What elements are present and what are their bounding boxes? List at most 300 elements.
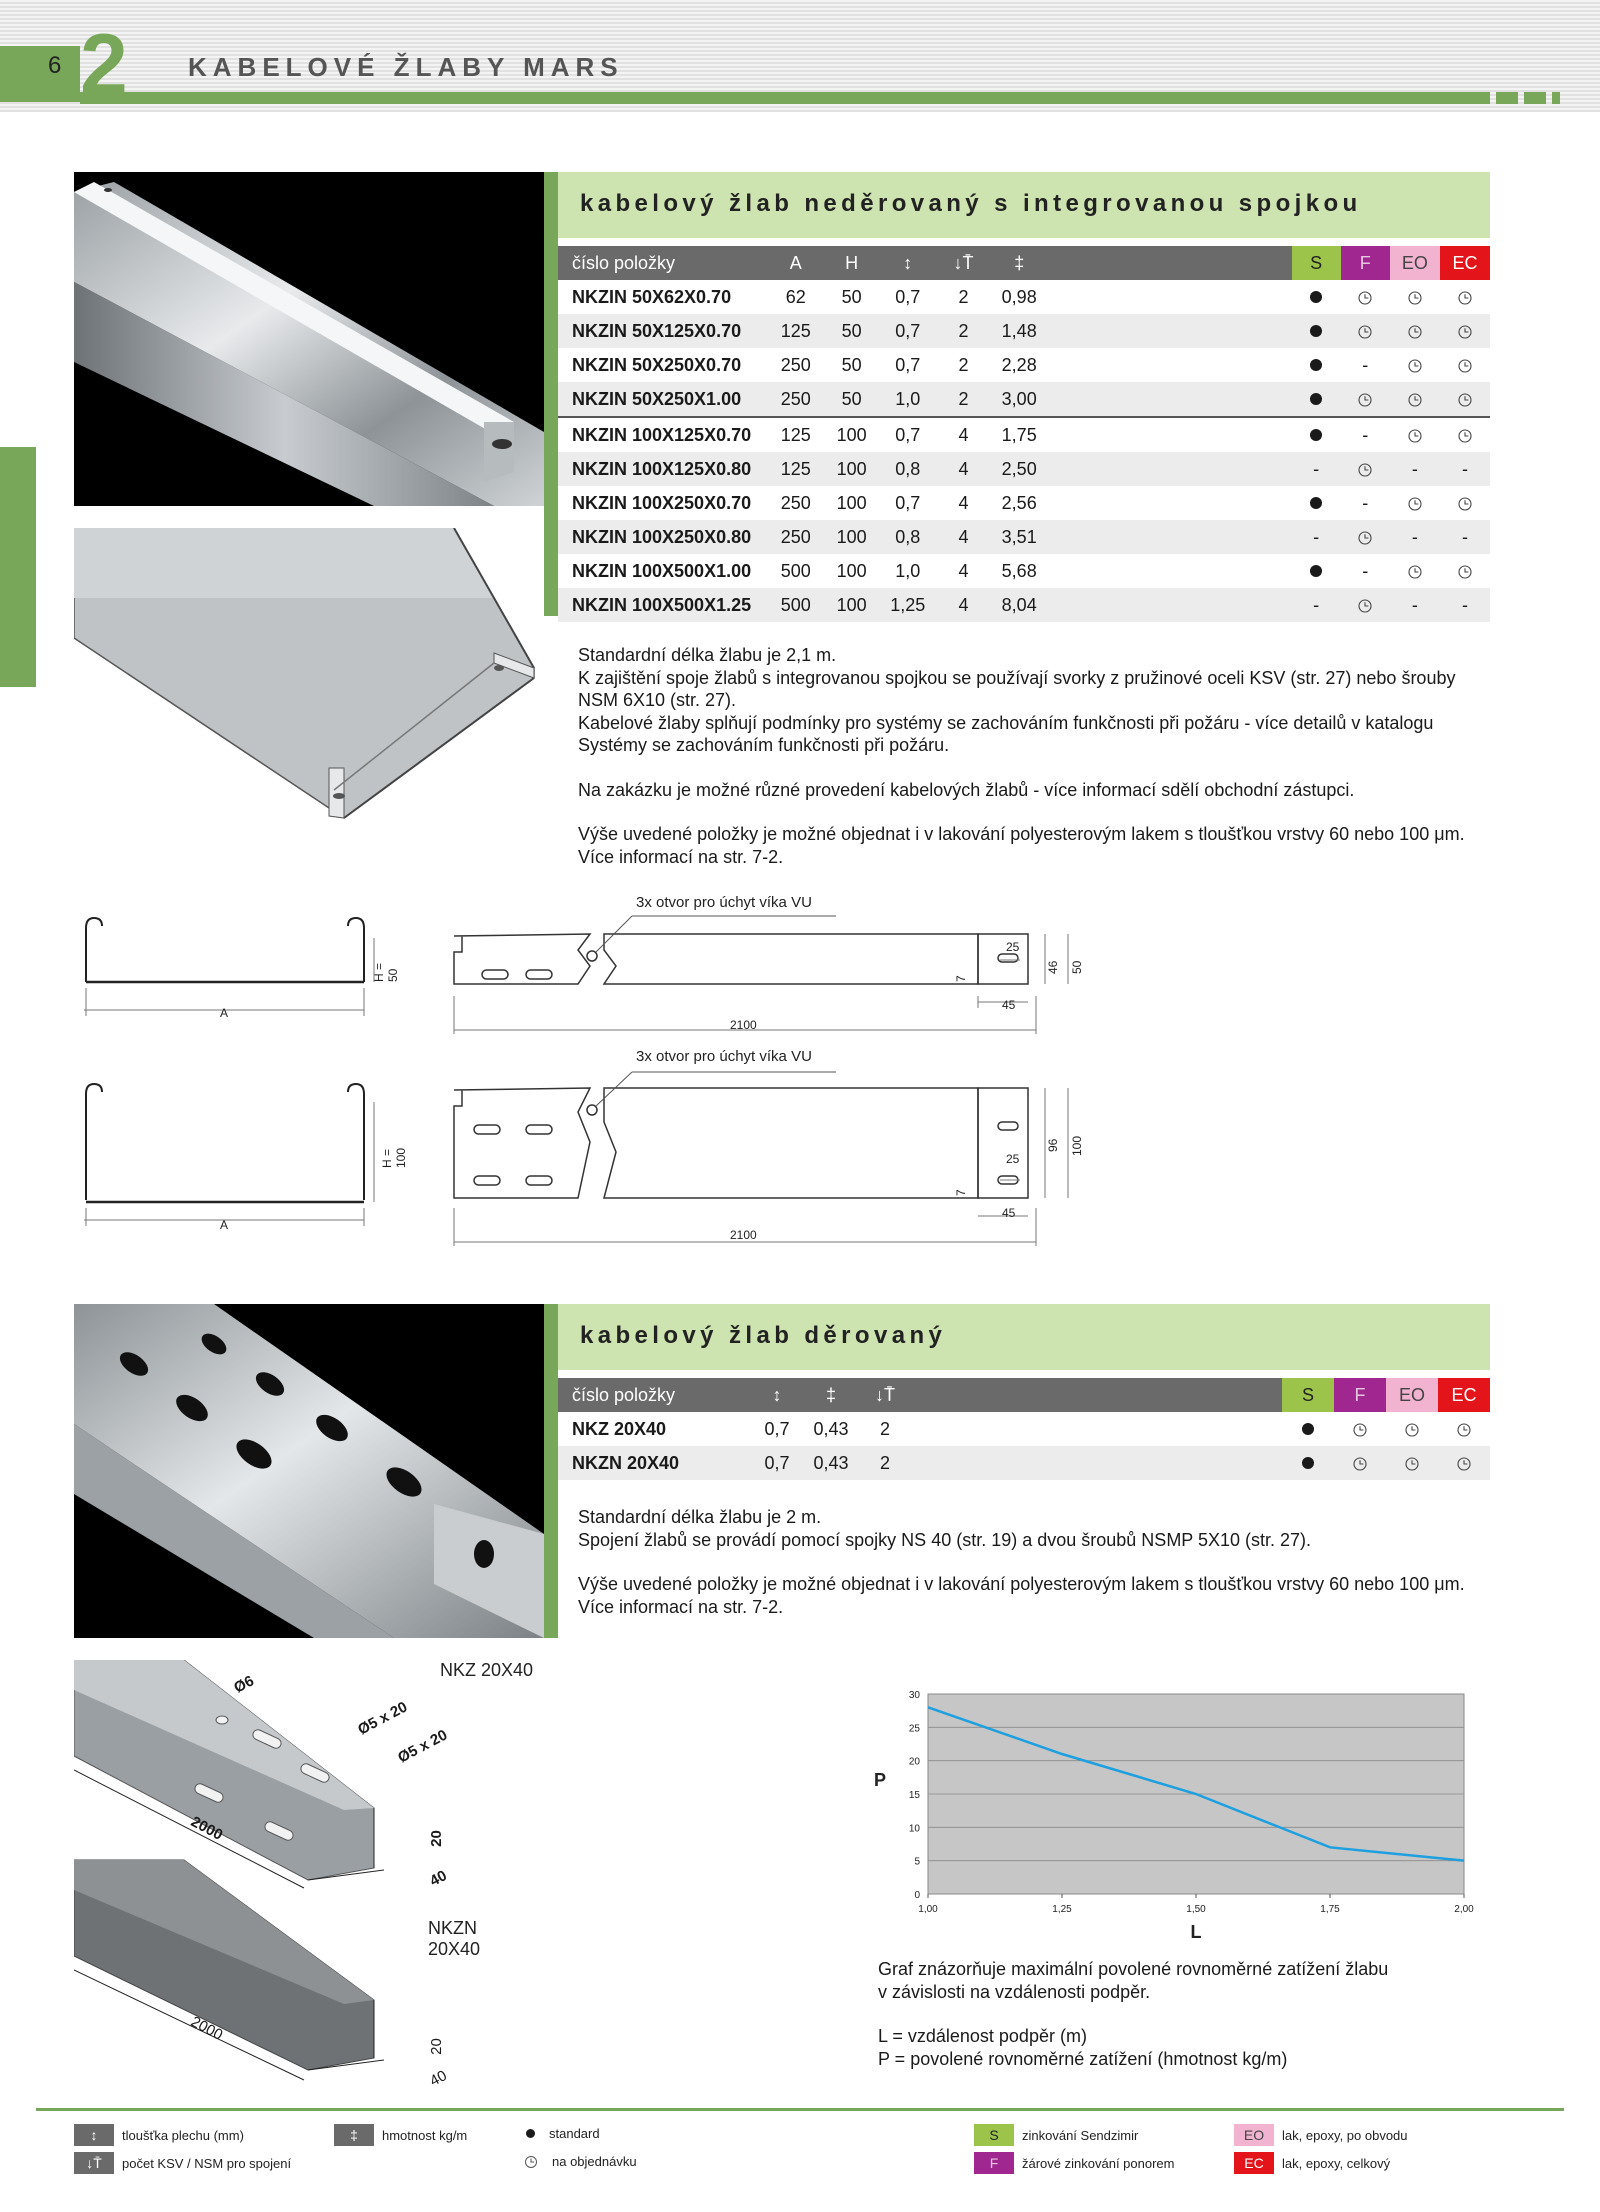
table-cell: 100 [824, 486, 880, 520]
table-cell: 0,7 [880, 486, 936, 520]
table-cell: 1,48 [991, 314, 1047, 348]
y-tick-label: 20 [908, 1756, 920, 1768]
table-cell: 2 [936, 382, 991, 417]
status-f [1341, 314, 1390, 348]
status-ec [1440, 280, 1490, 314]
table-cell: 50 [824, 314, 880, 348]
table-cell: NKZ 20X40 [558, 1412, 750, 1446]
footer-rule [36, 2108, 1564, 2111]
col-header-eo: EO [1386, 1378, 1438, 1412]
table-cell [1047, 588, 1291, 622]
legend-label: standard [549, 2126, 600, 2141]
dim-d6: Ø6 [231, 1672, 257, 1697]
count-icon: ↓T̄ [74, 2152, 114, 2174]
standard-dot-icon [526, 2129, 535, 2138]
status-f [1341, 452, 1390, 486]
badge-f: F [974, 2152, 1014, 2174]
thickness-icon: ↕ [74, 2124, 114, 2146]
col-header-ec: EC [1440, 246, 1490, 280]
chart-caption-paragraph: Graf znázorňuje maximální povolené rovnoměrné zatížení žlabu v závislosti na vzdálenosti podpěr. [878, 1959, 1389, 2002]
section-header [558, 172, 1490, 238]
table-cell: 2,28 [991, 348, 1047, 382]
table-cell: 250 [768, 382, 824, 417]
table-cell: NKZIN 100X250X0.70 [558, 486, 768, 520]
status-ec: - [1440, 452, 1490, 486]
dim-d5x20: Ø5 x 20 [355, 1698, 411, 1739]
table-cell: 50 [824, 280, 880, 314]
clock-icon [524, 2155, 538, 2169]
clock-icon [1353, 1423, 1367, 1437]
status-eo [1390, 486, 1440, 520]
dim-length: 2100 [730, 1228, 757, 1242]
description-paragraph: Výše uvedené položky je možné objednat i v lakování polyesterovým lakem s tloušťkou vrstvy 60 nebo 100 μm. Více informací na str. 7-2. [578, 1574, 1465, 1617]
table-cell: NKZIN 50X125X0.70 [558, 314, 768, 348]
table-row [558, 348, 1490, 382]
dim-7: 7 [954, 975, 968, 982]
table-cell: NKZIN 50X250X0.70 [558, 348, 768, 382]
table-cell: 125 [768, 417, 824, 452]
clock-icon [1408, 429, 1422, 443]
x-axis-label: L [1190, 1922, 1202, 1942]
table-cell [1047, 314, 1291, 348]
section-accent-bar [544, 1304, 558, 1638]
table-cell: NKZIN 100X125X0.70 [558, 417, 768, 452]
clock-icon [1408, 325, 1422, 339]
clock-icon [1408, 393, 1422, 407]
figure-label-nkz: NKZ 20X40 [440, 1660, 534, 1680]
clock-icon [1457, 1423, 1471, 1437]
table-cell: 0,7 [880, 348, 936, 382]
chapter-number: 2 [80, 17, 128, 113]
table-cell: 3,00 [991, 382, 1047, 417]
table-cell: 0,98 [991, 280, 1047, 314]
thickness-icon: ↕ [750, 1378, 804, 1412]
clock-icon [1353, 1457, 1367, 1471]
table-cell [1047, 417, 1291, 452]
header-rule [80, 92, 1490, 104]
table-cell: 0,8 [880, 452, 936, 486]
legend-label: lak, epoxy, celkový [1282, 2155, 1391, 2171]
col-header-s: S [1282, 1378, 1334, 1412]
clock-icon [1408, 359, 1422, 373]
standard-dot-icon [1310, 291, 1322, 303]
table-cell: 4 [936, 452, 991, 486]
dim-height: 20 [427, 2038, 445, 2055]
header-rule-segment [1524, 92, 1546, 104]
legend-s [974, 2124, 1138, 2146]
status-ec: - [1440, 520, 1490, 554]
table-cell: NKZIN 100X500X1.00 [558, 554, 768, 588]
status-eo [1386, 1446, 1438, 1480]
legend-standard [526, 2126, 600, 2141]
status-eo [1390, 314, 1440, 348]
badge-ec: EC [1234, 2152, 1274, 2174]
status-f: - [1341, 417, 1390, 452]
page-number: 6 [48, 52, 62, 79]
col-header-code: číslo položky [558, 1378, 750, 1412]
status-f: - [1341, 554, 1390, 588]
legend-label: hmotnost kg/m [382, 2127, 468, 2143]
table-cell: 2 [858, 1446, 912, 1480]
status-eo [1390, 280, 1440, 314]
table-cell: 0,7 [880, 314, 936, 348]
profile-drawing-100 [74, 1070, 408, 1240]
badge-eo: EO [1234, 2124, 1274, 2146]
header-rule-segment [1496, 92, 1518, 104]
status-s [1292, 280, 1341, 314]
section-title: kabelový žlab děrovaný [580, 1322, 947, 1349]
legend-label: počet KSV / NSM pro spojení [122, 2155, 292, 2171]
legend-label: lak, epoxy, po obvodu [1282, 2127, 1408, 2143]
section-description [578, 644, 1498, 890]
y-tick-label: 5 [914, 1856, 920, 1868]
table-row [558, 554, 1490, 588]
table-row [558, 1446, 1490, 1480]
status-f [1334, 1412, 1386, 1446]
y-tick-label: 0 [914, 1890, 920, 1901]
status-ec [1440, 486, 1490, 520]
status-f: - [1341, 348, 1390, 382]
table-cell: 2 [858, 1412, 912, 1446]
y-axis-label: P [873, 1770, 887, 1790]
table-cell [912, 1446, 1282, 1480]
chart-caption [878, 1958, 1498, 2092]
table-cell: NKZIN 50X62X0.70 [558, 280, 768, 314]
col-header-f: F [1341, 246, 1390, 280]
table-cell [1047, 280, 1291, 314]
table-cell: 0,43 [804, 1446, 858, 1480]
table-cell: 1,75 [991, 417, 1047, 452]
dim-width: 40 [426, 1867, 450, 1890]
standard-dot-icon [1302, 1457, 1314, 1469]
table-cell: 100 [824, 554, 880, 588]
table-cell [1047, 452, 1291, 486]
status-s [1282, 1446, 1334, 1480]
product-photo-tray [74, 172, 544, 506]
table-cell: 5,68 [991, 554, 1047, 588]
table-cell: NKZN 20X40 [558, 1446, 750, 1480]
table-cell: 125 [768, 452, 824, 486]
load-chart [860, 1670, 1480, 1950]
hole-note: 3x otvor pro úchyt víka VU [636, 894, 812, 911]
chart-caption-paragraph: L = vzdálenost podpěr (m) P = povolené rovnoměrné zatížení (hmotnost kg/m) [878, 2026, 1288, 2069]
status-s [1292, 314, 1341, 348]
status-eo [1390, 417, 1440, 452]
table-cell: 100 [824, 452, 880, 486]
status-ec [1438, 1446, 1490, 1480]
status-s [1292, 554, 1341, 588]
clock-icon [1458, 393, 1472, 407]
dim-height-label: H = 100 [380, 1147, 408, 1168]
section-accent-bar [544, 172, 558, 616]
weight-icon: ‡ [334, 2124, 374, 2146]
table-cell: 500 [768, 554, 824, 588]
clock-icon [1358, 463, 1372, 477]
clock-icon [1458, 429, 1472, 443]
status-s [1292, 348, 1341, 382]
dim-100: 100 [1070, 1135, 1084, 1156]
col-header-f: F [1334, 1378, 1386, 1412]
dim-25: 25 [1006, 1152, 1020, 1166]
clock-icon [1405, 1423, 1419, 1437]
col-header-eo: EO [1390, 246, 1440, 280]
dim-46: 46 [1046, 960, 1060, 974]
perforated-tray-drawings [74, 1660, 534, 2090]
table-cell: 2 [936, 314, 991, 348]
status-s [1292, 417, 1341, 452]
dim-length: 2000 [187, 2013, 226, 2044]
x-tick-label: 1,25 [1052, 1904, 1072, 1915]
status-eo [1390, 554, 1440, 588]
table-cell: 0,43 [804, 1412, 858, 1446]
dim-96: 96 [1046, 1138, 1060, 1152]
table-cell [1047, 348, 1291, 382]
dim-7: 7 [954, 1189, 968, 1196]
table-cell: NKZIN 50X250X1.00 [558, 382, 768, 417]
dim-width: 40 [426, 2067, 450, 2090]
clock-icon [1358, 599, 1372, 613]
table-cell: 4 [936, 417, 991, 452]
status-eo [1386, 1412, 1438, 1446]
col-header-h: H [824, 246, 880, 280]
legend-f [974, 2152, 1174, 2174]
dim-45: 45 [1002, 998, 1016, 1012]
product-photo-perforated [74, 1304, 544, 1638]
y-tick-label: 10 [908, 1823, 920, 1835]
table-cell: 62 [768, 280, 824, 314]
table-cell: NKZIN 100X500X1.25 [558, 588, 768, 622]
table-cell [1047, 486, 1291, 520]
status-eo: - [1390, 588, 1440, 622]
clock-icon [1358, 325, 1372, 339]
standard-dot-icon [1310, 359, 1322, 371]
table-cell: 4 [936, 486, 991, 520]
status-ec [1440, 382, 1490, 417]
status-s [1292, 382, 1341, 417]
weight-icon: ‡ [804, 1378, 858, 1412]
clock-icon [1458, 325, 1472, 339]
dim-width-label: A [220, 1218, 229, 1232]
table-cell: 0,7 [880, 417, 936, 452]
table-cell: 250 [768, 520, 824, 554]
clock-icon [1358, 531, 1372, 545]
dim-length: 2000 [187, 1813, 226, 1844]
badge-s: S [974, 2124, 1014, 2146]
status-f [1341, 520, 1390, 554]
table-row [558, 588, 1490, 622]
table-cell: 500 [768, 588, 824, 622]
status-ec [1440, 314, 1490, 348]
profile-drawing-50 [74, 900, 400, 1050]
figure-label-nkzn: NKZN 20X40 [428, 1918, 481, 1959]
table-cell: 1,0 [880, 382, 936, 417]
side-drawing-100 [440, 1048, 1100, 1252]
legend-label: žárové zinkování ponorem [1022, 2155, 1175, 2171]
dim-50: 50 [1070, 960, 1084, 974]
table-cell: 2,50 [991, 452, 1047, 486]
col-header-s: S [1292, 246, 1341, 280]
dim-height: 20 [427, 1830, 445, 1847]
clock-icon [1458, 497, 1472, 511]
dim-width-label: A [220, 1006, 229, 1020]
col-header-a: A [768, 246, 824, 280]
table-cell [1047, 520, 1291, 554]
dim-height-label: H = 50 [372, 962, 400, 982]
standard-dot-icon [1310, 497, 1322, 509]
x-tick-label: 1,50 [1186, 1904, 1206, 1915]
legend-order [524, 2154, 637, 2169]
status-eo [1390, 348, 1440, 382]
legend-eo [1234, 2124, 1408, 2146]
section-header [558, 1304, 1490, 1370]
description-paragraph: Standardní délka žlabu je 2 m. Spojení žlabů se provádí pomocí spojky NS 40 (str. 19) a dvou šroubů NSMP 5X10 (str. 27). [578, 1507, 1312, 1550]
side-drawing-50 [440, 894, 1100, 1050]
x-tick-label: 1,75 [1320, 1904, 1340, 1915]
status-ec [1440, 348, 1490, 382]
description-paragraph: Na zakázku je možné různé provedení kabelových žlabů - více informací sdělí obchodní zástupci. [578, 779, 1355, 800]
status-f [1341, 382, 1390, 417]
section-description [578, 1506, 1498, 1640]
table-cell [1047, 382, 1291, 417]
table-cell: 2 [936, 348, 991, 382]
status-ec: - [1440, 588, 1490, 622]
legend-weight [334, 2124, 467, 2146]
count-icon: ↓T̄ [858, 1378, 912, 1412]
table-row [558, 1412, 1490, 1446]
table-cell: 4 [936, 588, 991, 622]
status-s: - [1292, 452, 1341, 486]
product-table [558, 246, 1490, 622]
table-row [558, 520, 1490, 554]
clock-icon [1458, 565, 1472, 579]
table-row [558, 452, 1490, 486]
weight-icon: ‡ [991, 246, 1047, 280]
table-cell: 1,25 [880, 588, 936, 622]
clock-icon [1405, 1457, 1419, 1471]
status-s [1292, 486, 1341, 520]
legend-count [74, 2152, 291, 2174]
dim-45: 45 [1002, 1206, 1016, 1220]
clock-icon [1408, 565, 1422, 579]
side-tab [0, 447, 36, 687]
table-cell: 3,51 [991, 520, 1047, 554]
table-row [558, 280, 1490, 314]
col-header-ec: EC [1438, 1378, 1490, 1412]
standard-dot-icon [1310, 429, 1322, 441]
clock-icon [1408, 291, 1422, 305]
table-cell [912, 1412, 1282, 1446]
description-paragraph: Standardní délka žlabu je 2,1 m. K zajištění spoje žlabů s integrovanou spojkou se používají svorky z pružinové oceli KSV (str. 27) nebo šrouby NSM 6X10 (str. 27). Kabelové žlaby splňují podmínky pro systémy se zachováním funkčnosti při požáru - více detailů v katalogu Systémy se zachováním funkčnosti při požáru. [578, 645, 1456, 755]
status-eo: - [1390, 520, 1440, 554]
table-cell: 125 [768, 314, 824, 348]
x-tick-label: 2,00 [1454, 1904, 1474, 1915]
table-cell [1047, 554, 1291, 588]
table-cell: 50 [824, 382, 880, 417]
status-f [1341, 280, 1390, 314]
legend-label: zinkování Sendzimir [1022, 2127, 1139, 2143]
description-paragraph: Výše uvedené položky je možné objednat i v lakování polyesterovým lakem s tloušťkou vrstvy 60 nebo 100 μm. Více informací na str. 7-2. [578, 824, 1465, 867]
status-s: - [1292, 520, 1341, 554]
table-cell: NKZIN 100X250X0.80 [558, 520, 768, 554]
standard-dot-icon [1310, 565, 1322, 577]
standard-dot-icon [1310, 325, 1322, 337]
clock-icon [1457, 1457, 1471, 1471]
clock-icon [1458, 291, 1472, 305]
y-tick-label: 25 [908, 1723, 920, 1735]
clock-icon [1458, 359, 1472, 373]
table-cell: 4 [936, 520, 991, 554]
clock-icon [1358, 393, 1372, 407]
table-cell: 2,56 [991, 486, 1047, 520]
header-green-block [0, 46, 80, 102]
table-cell: 100 [824, 417, 880, 452]
y-tick-label: 30 [908, 1690, 920, 1701]
status-f [1334, 1446, 1386, 1480]
status-s: - [1292, 588, 1341, 622]
legend-ec [1234, 2152, 1390, 2174]
y-tick-label: 15 [908, 1790, 920, 1801]
standard-dot-icon [1310, 393, 1322, 405]
product-table [558, 1378, 1490, 1480]
count-icon: ↓T̄ [936, 246, 991, 280]
table-cell: 250 [768, 486, 824, 520]
table-cell: 0,8 [880, 520, 936, 554]
dim-d5x20: Ø5 x 20 [395, 1726, 451, 1767]
status-eo [1390, 382, 1440, 417]
load-chart-svg [860, 1670, 1480, 1950]
page-title: KABELOVÉ ŽLABY MARS [188, 52, 624, 82]
table-cell: 100 [824, 520, 880, 554]
status-eo: - [1390, 452, 1440, 486]
legend-label: na objednávku [552, 2154, 637, 2169]
table-cell: 250 [768, 348, 824, 382]
tray-3d-drawing [74, 528, 544, 828]
table-cell: NKZIN 100X125X0.80 [558, 452, 768, 486]
table-cell: 2 [936, 280, 991, 314]
x-tick-label: 1,00 [918, 1904, 938, 1915]
table-cell: 0,7 [750, 1412, 804, 1446]
table-cell: 0,7 [880, 280, 936, 314]
header-rule-segment [1552, 92, 1560, 104]
table-row [558, 486, 1490, 520]
legend-label: tloušťka plechu (mm) [122, 2127, 244, 2143]
clock-icon [1358, 291, 1372, 305]
status-ec [1438, 1412, 1490, 1446]
standard-dot-icon [1302, 1423, 1314, 1435]
table-cell: 8,04 [991, 588, 1047, 622]
table-cell: 4 [936, 554, 991, 588]
hole-note: 3x otvor pro úchyt víka VU [636, 1048, 812, 1065]
table-cell: 100 [824, 588, 880, 622]
section-title: kabelový žlab neděrovaný s integrovanou spojkou [580, 190, 1362, 217]
status-ec [1440, 417, 1490, 452]
dim-25: 25 [1006, 940, 1020, 954]
table-cell: 0,7 [750, 1446, 804, 1480]
table-cell: 50 [824, 348, 880, 382]
status-ec [1440, 554, 1490, 588]
status-f: - [1341, 486, 1390, 520]
dim-length: 2100 [730, 1018, 757, 1032]
legend-thickness [74, 2124, 244, 2146]
table-row [558, 314, 1490, 348]
table-cell: 1,0 [880, 554, 936, 588]
status-f [1341, 588, 1390, 622]
table-row [558, 417, 1490, 452]
clock-icon [1408, 497, 1422, 511]
thickness-icon: ↕ [880, 246, 936, 280]
col-header-code: číslo položky [558, 246, 768, 280]
table-row [558, 382, 1490, 417]
